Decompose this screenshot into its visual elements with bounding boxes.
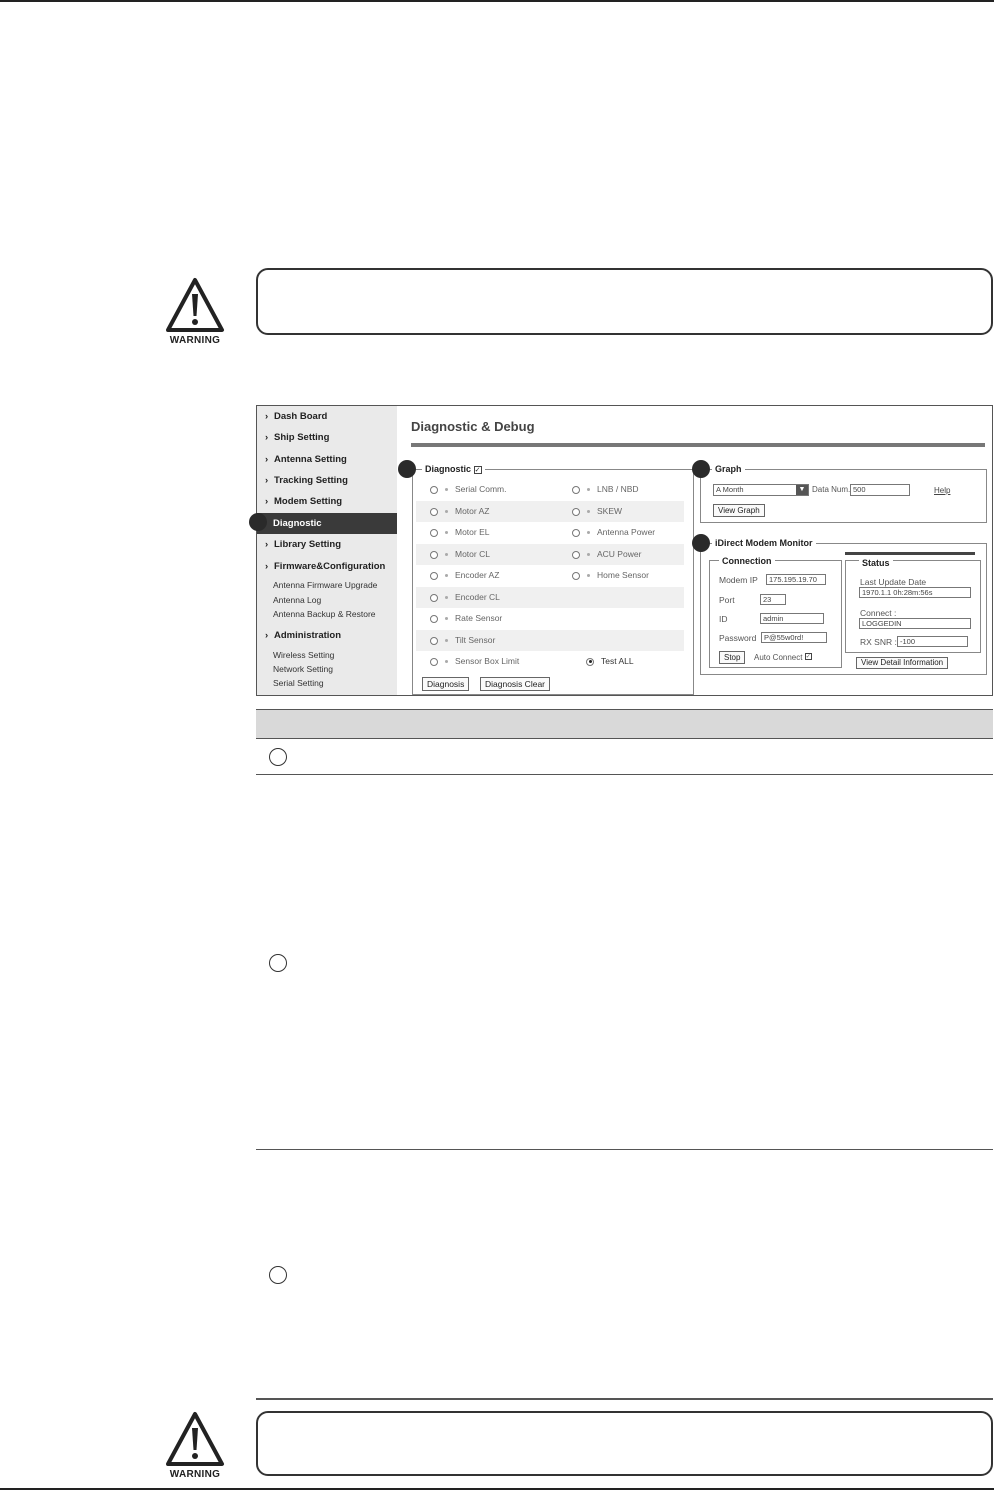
diagnostic-row: Encoder AZ Home Sensor: [416, 565, 684, 586]
sidebar-subitem-network-setting[interactable]: Network Setting: [273, 664, 333, 674]
bullet-icon: [445, 660, 448, 663]
port-label: Port: [719, 595, 735, 605]
auto-connect-label: Auto Connect ✓: [754, 653, 811, 662]
top-rule: [0, 0, 994, 2]
period-select[interactable]: A Month ▼: [713, 484, 809, 496]
sidebar-item-library-setting[interactable]: › Library Setting: [257, 534, 397, 555]
stop-button[interactable]: Stop: [719, 651, 745, 664]
bullet-icon: [445, 531, 448, 534]
diagnostic-row: Encoder CL: [416, 587, 684, 608]
last-update-label: Last Update Date: [860, 577, 927, 587]
view-detail-information-button[interactable]: View Detail Information: [856, 657, 948, 669]
connect-label: Connect :: [860, 608, 897, 618]
diagnostic-legend: Diagnostic ✓: [422, 464, 485, 474]
sidebar-subitem-antenna-log[interactable]: Antenna Log: [273, 595, 322, 605]
diagnosis-button[interactable]: Diagnosis: [422, 677, 469, 691]
bullet-icon: [587, 531, 590, 534]
dropdown-arrow-icon: ▼: [796, 485, 808, 495]
radio-encoder-cl[interactable]: [430, 594, 438, 602]
ui-screenshot: [256, 405, 993, 696]
callout-marker: [398, 460, 416, 478]
id-input[interactable]: admin: [760, 613, 824, 624]
bullet-icon: [587, 488, 590, 491]
port-input[interactable]: 23: [760, 594, 786, 605]
status-legend: Status: [859, 558, 893, 568]
sidebar-subitem-serial-setting[interactable]: Serial Setting: [273, 678, 324, 688]
sidebar-subitem-wireless-setting[interactable]: Wireless Setting: [273, 650, 335, 660]
sidebar-item-firmware-configuration[interactable]: › Firmware&Configuration: [257, 556, 397, 577]
auto-connect-checkbox[interactable]: ✓: [805, 654, 811, 660]
radio-motor-cl[interactable]: [430, 551, 438, 559]
diagnostic-row: Serial Comm. LNB / NBD: [416, 479, 684, 500]
bullet-icon: [587, 574, 590, 577]
data-num-label: Data Num.: [812, 485, 851, 494]
diagnostic-row: Sensor Box Limit Test ALL: [416, 651, 684, 672]
radio-encoder-az[interactable]: [430, 572, 438, 580]
bullet-icon: [445, 596, 448, 599]
diagnostic-row: Motor AZ SKEW: [416, 501, 684, 522]
radio-antenna-power[interactable]: [572, 529, 580, 537]
diagnosis-clear-button[interactable]: Diagnosis Clear: [480, 677, 550, 691]
help-link[interactable]: Help: [934, 486, 951, 495]
bullet-icon: [445, 617, 448, 620]
warning-box-top: [256, 268, 993, 335]
sidebar: [257, 406, 397, 696]
table-row-divider: [256, 774, 993, 775]
radio-lnb-nbd[interactable]: [572, 486, 580, 494]
table-row-number-marker: [269, 748, 287, 766]
connection-legend: Connection: [719, 556, 775, 566]
rx-snr-value: -100: [897, 636, 968, 647]
diagnostic-checkbox[interactable]: ✓: [474, 466, 481, 474]
sidebar-item-administration[interactable]: › Administration: [257, 625, 397, 646]
radio-motor-az[interactable]: [430, 508, 438, 516]
diagnostic-row: Rate Sensor: [416, 608, 684, 629]
warning-label: WARNING: [169, 1469, 221, 1480]
graph-legend: Graph: [712, 464, 745, 474]
modem-ip-label: Modem IP: [719, 575, 758, 585]
sidebar-item-antenna-setting[interactable]: › Antenna Setting: [257, 449, 397, 470]
sidebar-subitem-antenna-backup-restore[interactable]: Antenna Backup & Restore: [273, 609, 376, 619]
radio-tilt-sensor[interactable]: [430, 637, 438, 645]
bullet-icon: [445, 639, 448, 642]
status-divider: [845, 552, 975, 555]
warning-triangle-icon: [164, 276, 226, 334]
main-content: [397, 406, 993, 696]
radio-skew[interactable]: [572, 508, 580, 516]
chevron-right-icon: ›: [265, 454, 269, 465]
radio-acu-power[interactable]: [572, 551, 580, 559]
diagnostic-row: Motor EL Antenna Power: [416, 522, 684, 543]
password-input[interactable]: P@55w0rd!: [761, 632, 827, 643]
password-label: Password: [719, 633, 757, 643]
radio-sensor-box-limit[interactable]: [430, 658, 438, 666]
bullet-icon: [445, 574, 448, 577]
modem-monitor-legend: iDirect Modem Monitor: [712, 538, 816, 548]
title-divider: [411, 443, 985, 447]
page-title: Diagnostic & Debug: [411, 419, 535, 434]
radio-serial-comm[interactable]: [430, 486, 438, 494]
chevron-right-icon: ›: [265, 475, 269, 486]
sidebar-item-tracking-setting[interactable]: › Tracking Setting: [257, 470, 397, 491]
warning-label: WARNING: [169, 335, 221, 346]
chevron-right-icon: ›: [265, 561, 269, 572]
chevron-right-icon: ›: [265, 432, 269, 443]
connect-value: LOGGEDIN: [859, 618, 971, 629]
table-header: [256, 709, 993, 739]
last-update-value: 1970.1.1 0h:28m:56s: [859, 587, 971, 598]
chevron-right-icon: ›: [265, 496, 269, 507]
chevron-right-icon: ›: [265, 630, 269, 641]
bottom-rule: [0, 1488, 994, 1490]
callout-marker: [249, 513, 267, 531]
diagnostic-row: Motor CL ACU Power: [416, 544, 684, 565]
id-label: ID: [719, 614, 728, 624]
radio-home-sensor[interactable]: [572, 572, 580, 580]
sidebar-subitem-antenna-firmware-upgrade[interactable]: Antenna Firmware Upgrade: [273, 580, 378, 590]
rx-snr-label: RX SNR :: [860, 637, 897, 647]
warning-box-bottom: [256, 1411, 993, 1476]
chevron-right-icon: ›: [265, 539, 269, 550]
bullet-icon: [445, 553, 448, 556]
chevron-right-icon: ›: [265, 411, 269, 422]
view-graph-button[interactable]: View Graph: [713, 504, 765, 517]
bullet-icon: [445, 510, 448, 513]
modem-ip-input[interactable]: 175.195.19.70: [766, 574, 826, 585]
table-row-divider: [256, 1398, 993, 1400]
table-row-number-marker: [269, 954, 287, 972]
radio-rate-sensor[interactable]: [430, 615, 438, 623]
diagnostic-row: Tilt Sensor: [416, 630, 684, 651]
callout-marker: [692, 460, 710, 478]
warning-triangle-icon: [164, 1410, 226, 1468]
warning-icon-bottom: [163, 1410, 227, 1486]
radio-test-all[interactable]: [586, 658, 594, 666]
radio-motor-el[interactable]: [430, 529, 438, 537]
warning-icon-top: [163, 276, 227, 352]
sidebar-item-dash-board[interactable]: › Dash Board: [257, 406, 397, 427]
bullet-icon: [445, 488, 448, 491]
sidebar-item-ship-setting[interactable]: › Ship Setting: [257, 427, 397, 448]
callout-marker: [692, 534, 710, 552]
table-row-divider: [256, 1149, 993, 1150]
sidebar-item-modem-setting[interactable]: › Modem Setting: [257, 491, 397, 512]
bullet-icon: [587, 510, 590, 513]
data-num-input[interactable]: 500: [850, 484, 910, 496]
bullet-icon: [587, 553, 590, 556]
sidebar-item-diagnostic[interactable]: Diagnostic: [257, 513, 397, 534]
table-row-number-marker: [269, 1266, 287, 1284]
